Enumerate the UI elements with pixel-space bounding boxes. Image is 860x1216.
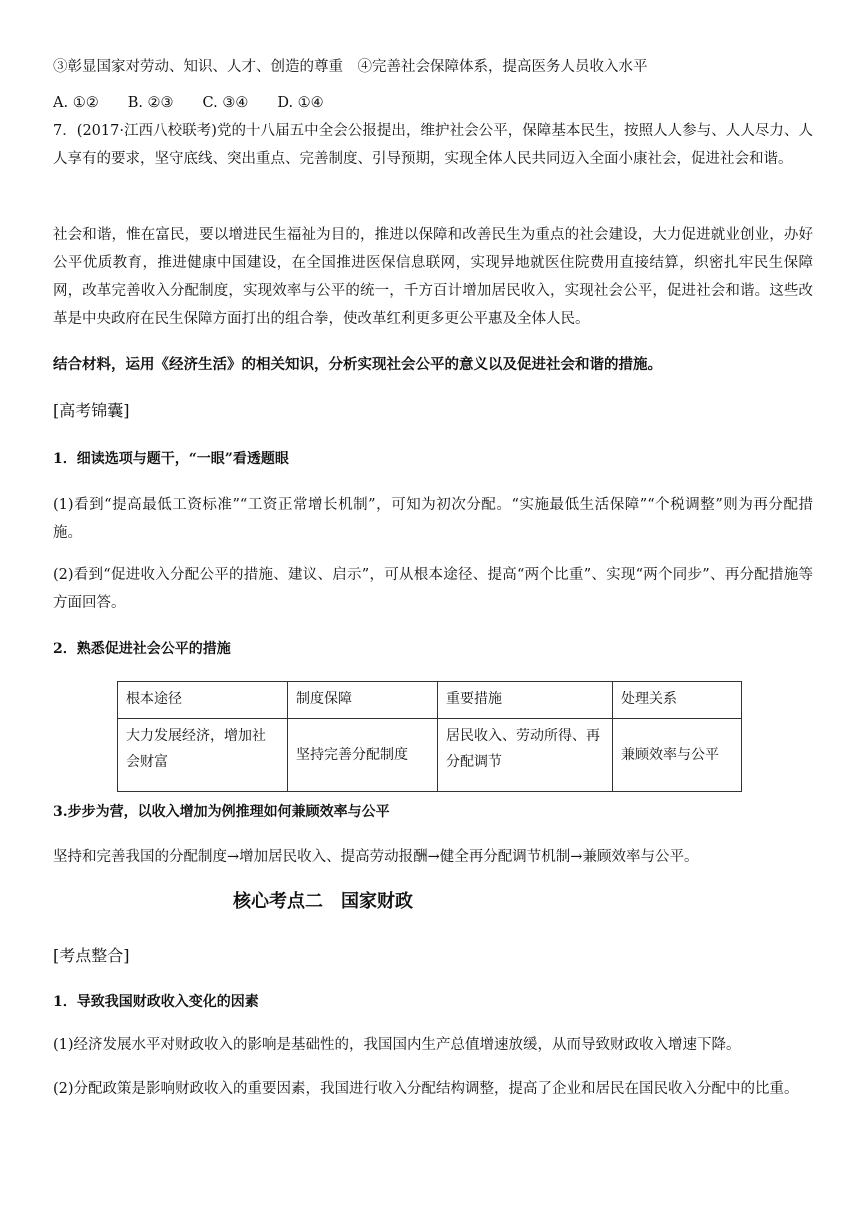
table-cell: 兼顾效率与公平	[613, 719, 742, 792]
table-header-cell: 根本途径	[118, 682, 288, 719]
tip-1-heading: 1．细读选项与题干，“一眼”看透题眼	[53, 451, 289, 467]
table-cell: 坚持完善分配制度	[288, 719, 438, 792]
core-topic-title: 核心考点二 国家财政	[233, 891, 413, 912]
table-header-cell: 处理关系	[613, 682, 742, 719]
option-line-34: ③彰显国家对劳动、知识、人才、创造的尊重 ④完善社会保障体系，提高医务人员收入水平	[53, 59, 648, 75]
table-row	[118, 719, 742, 792]
table-header-row	[118, 682, 742, 719]
question-7-material: 社会和谐，惟在富民，要以增进民生福祉为目的，推进以保障和改善民生为重点的社会建设，大力促进就业创业，办好公平优质教育，推进健康中国建设，在全国推进医保信息联网，实现异地就医住院费用直接结算，织密扎牢民生保障网，改革完善收入分配制度，实现效率与公平的统一，千方百计增加居民收入，实现社会公平，促进社会和谐。这些改革是中央政府在民生保障方面打出的组合拳，使改革红利更多更公平惠及全体人民。	[53, 227, 813, 327]
topic-1-heading: 1．导致我国财政收入变化的因素	[53, 994, 259, 1010]
tip-1-point-2: (2)看到“促进收入分配公平的措施、建议、启示”，可从根本途径、提高“两个比重”、实现“两个同步”、再分配措施等方面回答。	[53, 567, 813, 611]
table-header-cell: 制度保障	[288, 682, 438, 719]
answer-options: A. ①② B. ②③ C. ③④ D. ①④	[53, 95, 324, 111]
measures-table	[117, 681, 742, 792]
table-header-cell: 重要措施	[438, 682, 613, 719]
section-topic-integration: [考点整合]	[53, 946, 130, 965]
tip-3-heading: 3.步步为营，以收入增加为例推理如何兼顾效率与公平	[53, 804, 390, 820]
question-7-prompt: 结合材料，运用《经济生活》的相关知识，分析实现社会公平的意义以及促进社会和谐的措施。	[53, 356, 662, 373]
topic-1-point-2: (2)分配政策是影响财政收入的重要因素，我国进行收入分配结构调整，提高了企业和居民在国民收入分配中的比重。	[53, 1081, 799, 1097]
tip-2-heading: 2．熟悉促进社会公平的措施	[53, 641, 231, 657]
table-cell: 居民收入、劳动所得、再分配调节	[438, 719, 613, 792]
question-7-stem: 7．(2017·江西八校联考)党的十八届五中全会公报提出，维护社会公平，保障基本民生，按照人人参与、人人尽力、人人享有的要求，坚守底线、突出重点、完善制度、引导预期，实现全体人民共同迈入全面小康社会，促进社会和谐。	[53, 123, 813, 167]
table-cell: 大力发展经济，增加社会财富	[118, 719, 288, 792]
topic-1-point-1: (1)经济发展水平对财政收入的影响是基础性的，我国国内生产总值增速放缓，从而导致财政收入增速下降。	[53, 1037, 741, 1053]
tip-3-body: 坚持和完善我国的分配制度→增加居民收入、提高劳动报酬→健全再分配调节机制→兼顾效率与公平。	[53, 849, 699, 865]
tip-1-point-1: (1)看到“提高最低工资标准”“工资正常增长机制”，可知为初次分配。“实施最低生活保障”“个税调整”则为再分配措施。	[53, 497, 813, 541]
section-gaokao-tips: [高考锦囊]	[53, 401, 130, 420]
